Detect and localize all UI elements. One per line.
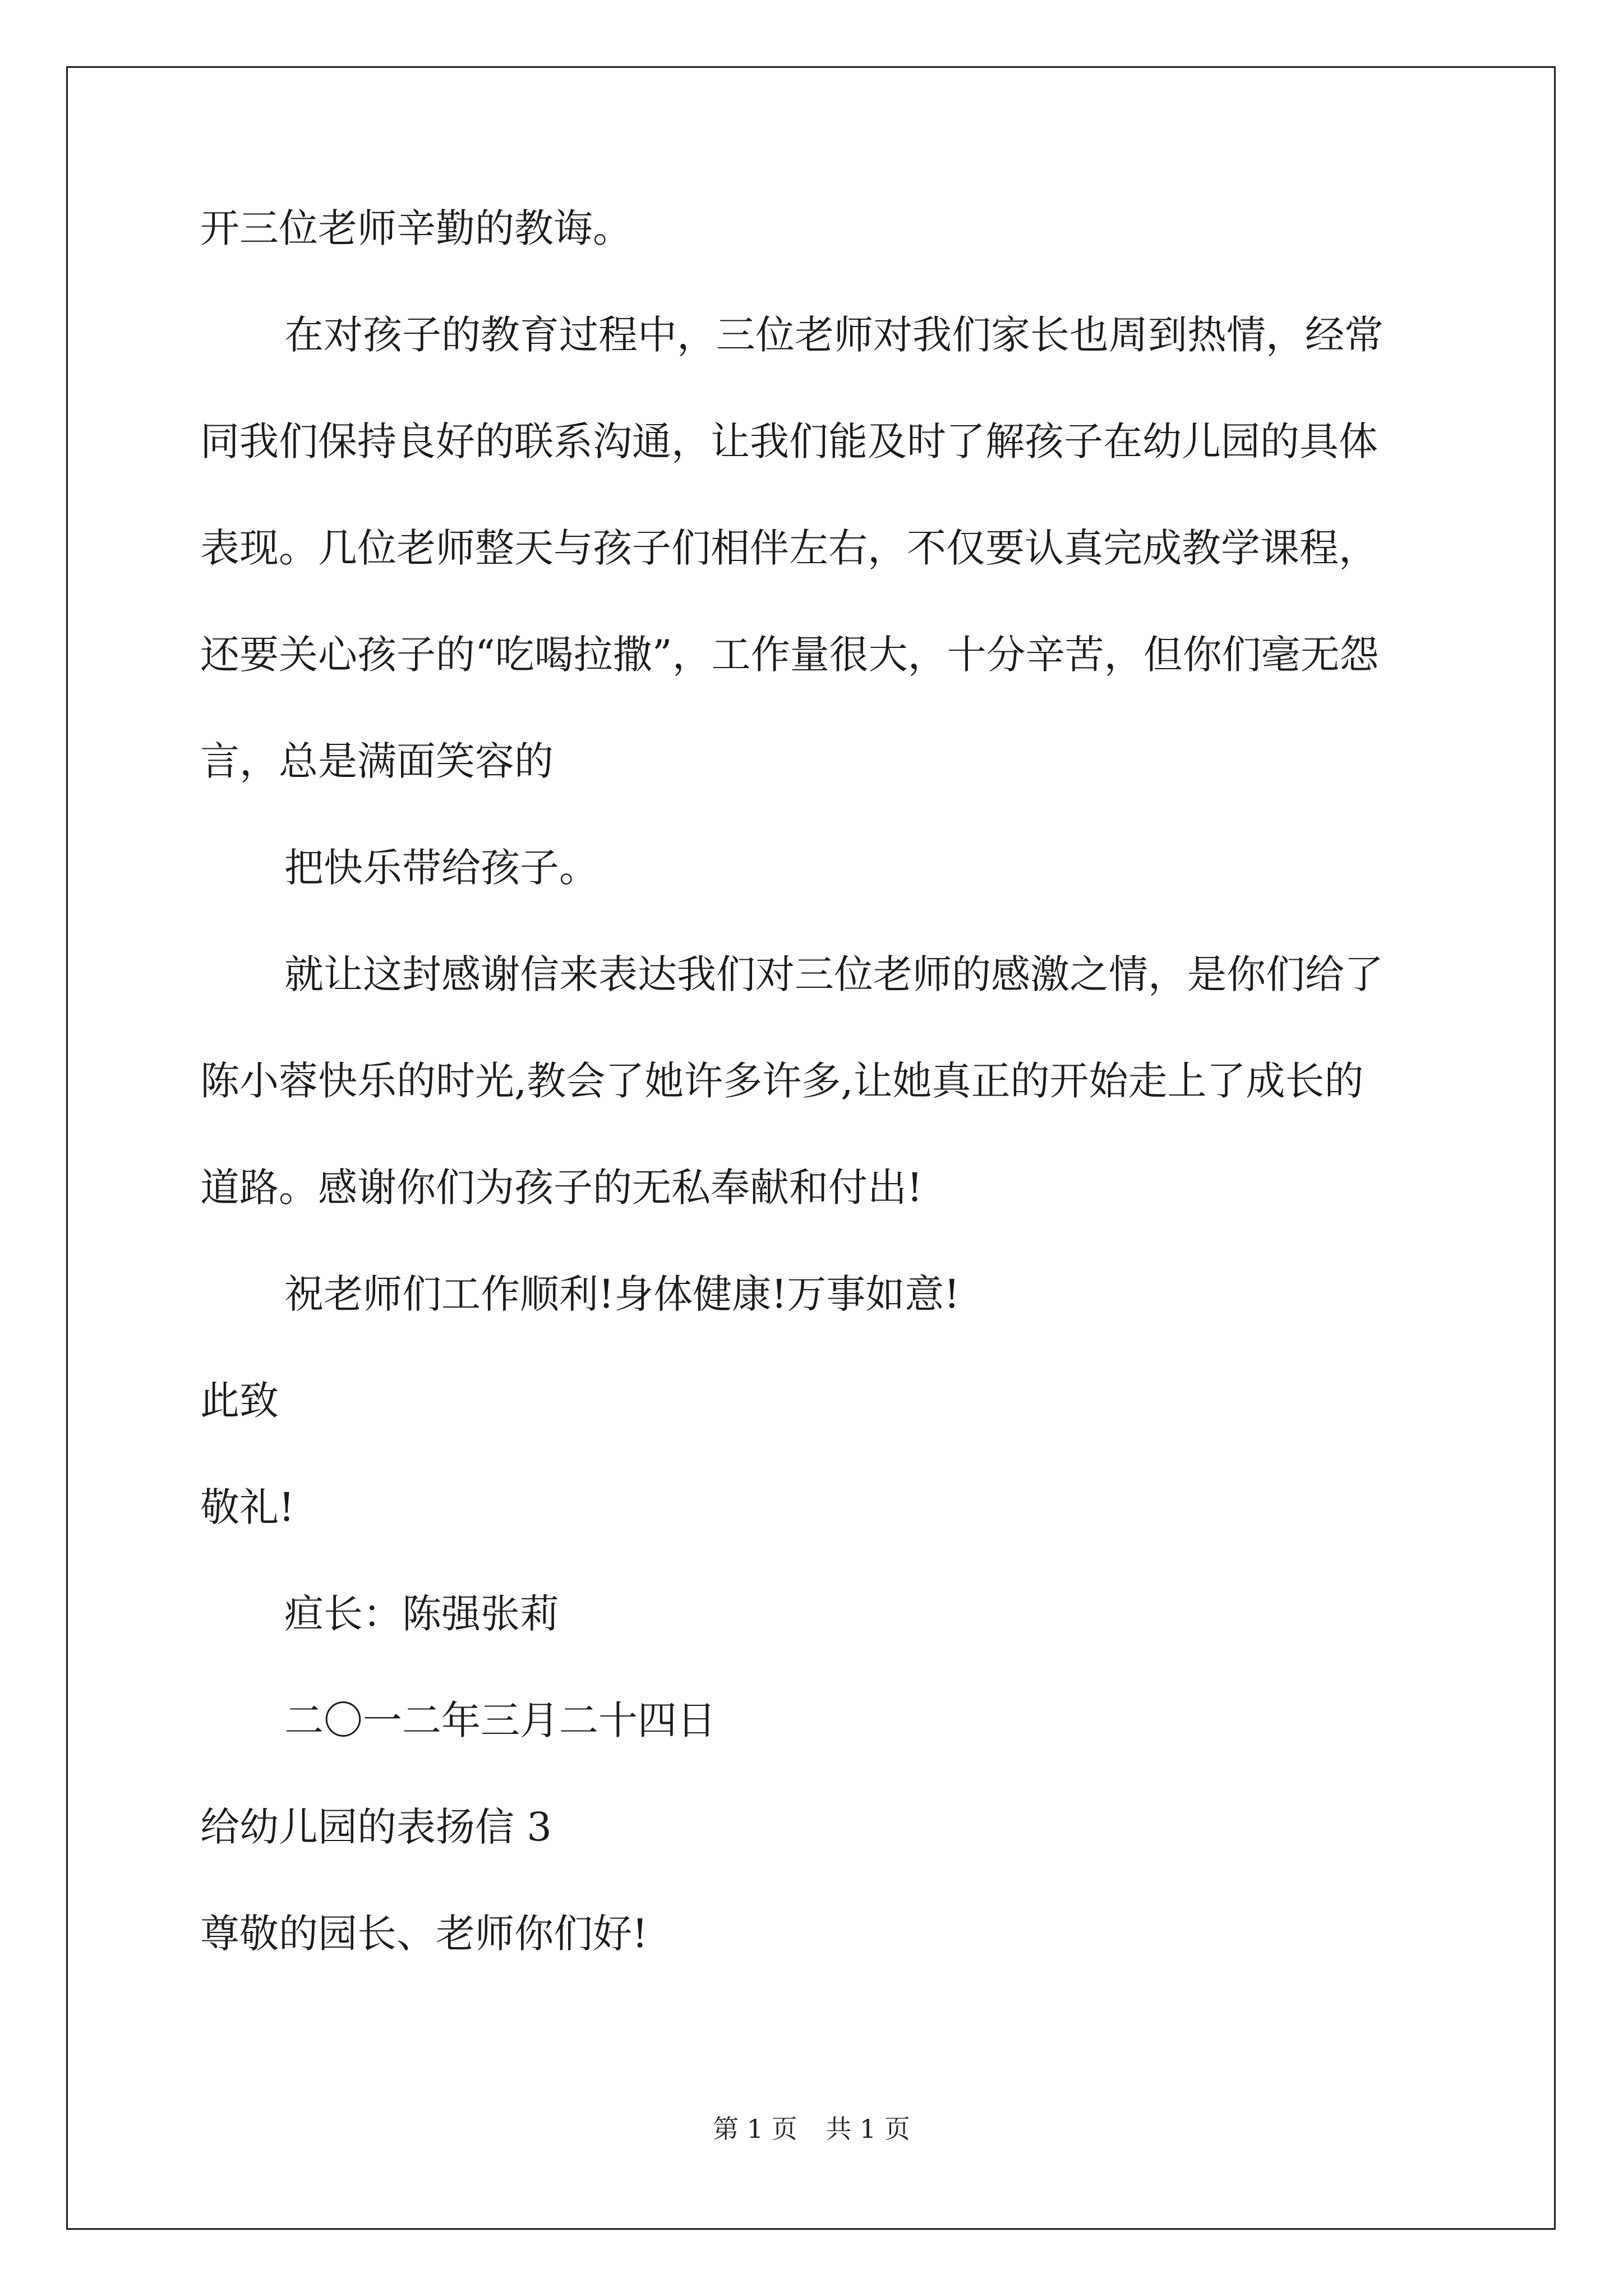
salutation-line: 敬礼! <box>200 1484 295 1530</box>
date-line: 二〇一二年三月二十四日 <box>284 1697 716 1743</box>
salutation-line: 此致 <box>200 1378 279 1424</box>
paragraph-line: 言，总是满面笑容的 <box>200 738 554 784</box>
paragraph-line: 还要关心孩子的“吃喝拉撒”，工作量很大，十分辛苦，但你们毫无怨 <box>200 632 1379 678</box>
closing-wishes: 祝老师们工作顺利!身体健康!万事如意! <box>284 1271 960 1317</box>
paragraph-line: 同我们保持良好的联系沟通，让我们能及时了解孩子在幼儿园的具体 <box>200 418 1378 464</box>
page-total: 共 1 页 <box>826 2114 910 2144</box>
paragraph-line: 开三位老师辛勤的教诲。 <box>200 205 632 251</box>
paragraph-line: 在对孩子的教育过程中，三位老师对我们家长也周到热情，经常 <box>284 312 1384 358</box>
paragraph-line: 陈小蓉快乐的时光,教会了她许多许多,让她真正的开始走上了成长的 <box>200 1058 1364 1104</box>
document-body <box>200 205 1434 2021</box>
signature-line: 疸长：陈强张莉 <box>284 1591 559 1637</box>
paragraph-line: 表现。几位老师整天与孩子们相伴左右，不仅要认真完成教学课程， <box>200 525 1378 571</box>
section-title: 给幼儿园的表扬信 3 <box>200 1804 552 1850</box>
paragraph-line: 道路。感谢你们为孩子的无私奉献和付出! <box>200 1165 923 1211</box>
greeting-line: 尊敬的园长、老师你们好! <box>200 1911 648 1957</box>
paragraph-line: 把快乐带给孩子。 <box>284 845 598 891</box>
page-footer <box>0 2115 1623 2143</box>
paragraph-line: 就让这封感谢信来表达我们对三位老师的感激之情，是你们给了 <box>284 951 1384 997</box>
page-number: 第 1 页 <box>713 2114 797 2144</box>
